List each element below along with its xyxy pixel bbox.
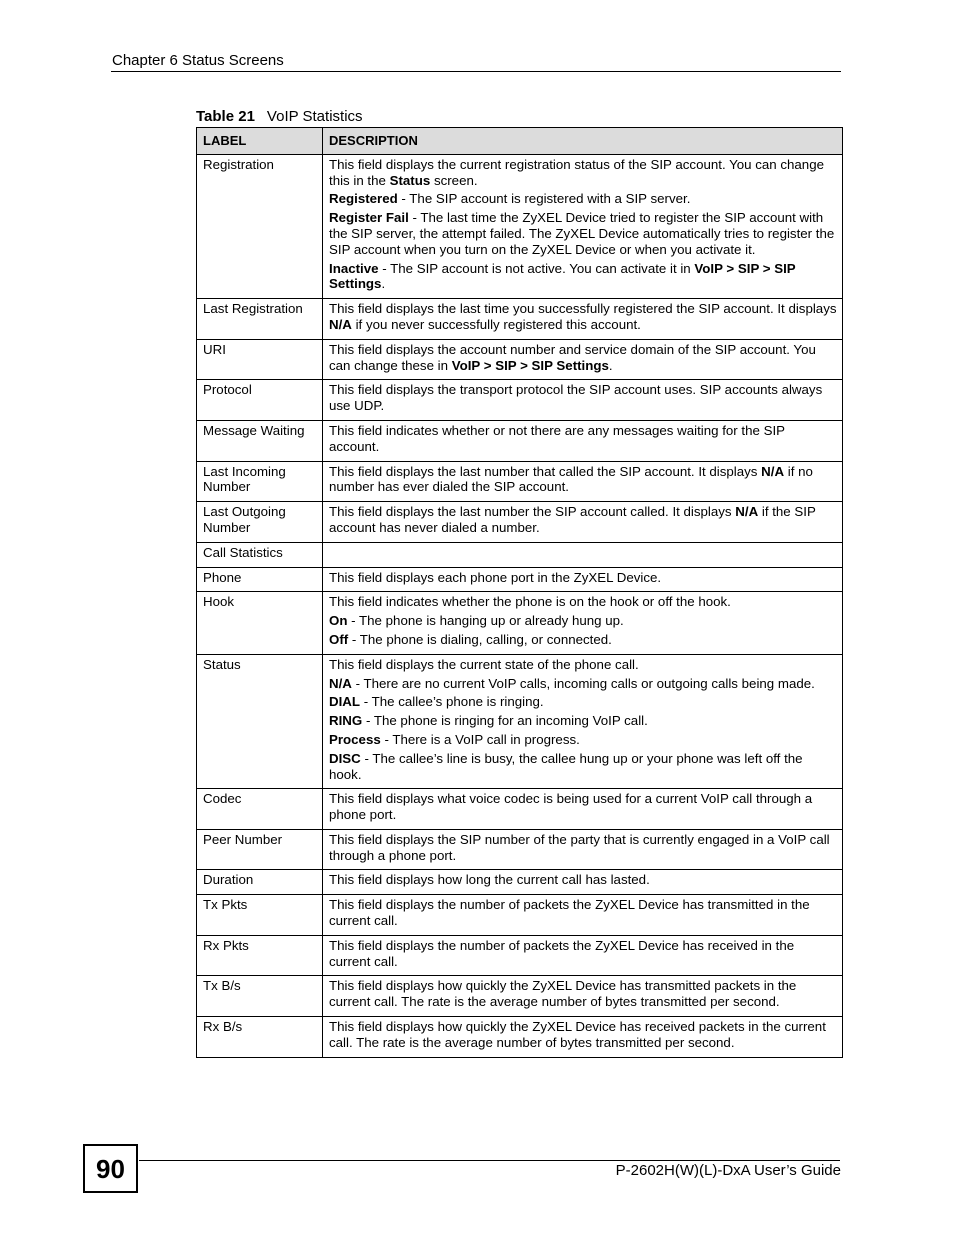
description-paragraph — [329, 210, 837, 257]
row-label: Last Registration — [197, 299, 323, 340]
table-row — [197, 870, 843, 895]
text-segment: - The phone is hanging up or already hung up. — [347, 613, 624, 629]
text-segment: - There is a VoIP call in progress. — [380, 731, 580, 747]
description-paragraph — [329, 897, 837, 929]
table-row — [197, 654, 843, 789]
row-description — [323, 542, 843, 567]
table-row — [197, 592, 843, 654]
row-label: Phone — [197, 567, 323, 592]
table-row — [197, 935, 843, 976]
text-segment: if you never successfully registered this account. — [351, 316, 641, 332]
description-paragraph — [329, 342, 837, 374]
row-label: Peer Number — [197, 829, 323, 870]
guide-title: P-2602H(W)(L)-DxA User’s Guide — [615, 1162, 841, 1179]
text-segment: This field displays the number of packets the ZyXEL Device has transmitted in the current call. — [329, 897, 810, 929]
bold-term: N/A — [735, 504, 759, 520]
row-description — [323, 976, 843, 1017]
row-description — [323, 789, 843, 830]
table-row — [197, 976, 843, 1017]
text-segment: - The SIP account is not active. You can activate it in — [378, 260, 695, 276]
text-segment: This field displays the current state of the phone call. — [329, 656, 639, 672]
bold-term: N/A — [329, 675, 352, 691]
bold-term: Off — [329, 631, 349, 647]
row-description — [323, 461, 843, 502]
bold-term: RING — [329, 713, 363, 729]
description-paragraph — [329, 382, 837, 414]
voip-statistics-table — [196, 127, 843, 1058]
text-segment: This field indicates whether or not there are any messages waiting for the SIP account. — [329, 422, 785, 454]
description-paragraph — [329, 423, 837, 455]
text-segment: - The SIP account is registered with a SIP server. — [397, 191, 691, 207]
bold-term: N/A — [329, 316, 352, 332]
bold-term: On — [329, 613, 348, 629]
description-paragraph — [329, 157, 837, 189]
bold-term: VoIP > SIP > SIP Settings — [329, 260, 796, 292]
text-segment: - The phone is ringing for an incoming VoIP call. — [362, 713, 648, 729]
text-segment: . — [608, 357, 613, 373]
text-segment: - There are no current VoIP calls, incoming calls or outgoing calls being made. — [351, 675, 815, 691]
row-label: Last Outgoing Number — [197, 502, 323, 543]
row-label: URI — [197, 339, 323, 380]
description-paragraph — [329, 1019, 837, 1051]
text-segment: This field displays how long the current call has lasted. — [329, 872, 650, 888]
bold-term: Status — [389, 172, 431, 188]
bold-term: N/A — [761, 463, 785, 479]
column-header-description: DESCRIPTION — [323, 128, 843, 155]
description-paragraph — [329, 261, 837, 293]
page-number: 90 — [83, 1144, 138, 1193]
row-description — [323, 829, 843, 870]
row-label: Duration — [197, 870, 323, 895]
description-paragraph — [329, 978, 837, 1010]
description-paragraph — [329, 191, 837, 207]
table-row — [197, 339, 843, 380]
row-description — [323, 1017, 843, 1058]
row-description — [323, 339, 843, 380]
table-row — [197, 542, 843, 567]
row-label: Status — [197, 654, 323, 789]
row-description — [323, 502, 843, 543]
text-segment: - The callee’s phone is ringing. — [360, 694, 544, 710]
row-label: Protocol — [197, 380, 323, 421]
description-paragraph — [329, 732, 837, 748]
bold-term: Registered — [329, 191, 398, 207]
table-row — [197, 829, 843, 870]
row-description — [323, 154, 843, 298]
table-row — [197, 1017, 843, 1058]
row-label: Registration — [197, 154, 323, 298]
row-description — [323, 654, 843, 789]
table-row — [197, 461, 843, 502]
row-description — [323, 420, 843, 461]
table-caption-number: Table 21 — [196, 108, 255, 125]
text-segment: This field indicates whether the phone is on the hook or off the hook. — [329, 594, 731, 610]
running-header: Chapter 6 Status Screens — [112, 52, 284, 69]
header-rule — [111, 71, 841, 72]
text-segment: if the SIP account has never dialed a number. — [329, 504, 816, 535]
bold-term: VoIP > SIP > SIP Settings — [451, 357, 609, 373]
description-paragraph — [329, 594, 837, 610]
text-segment: . — [381, 276, 386, 292]
text-segment: This field displays the last number that called the SIP account. It displays — [329, 463, 762, 479]
row-label: Tx B/s — [197, 976, 323, 1017]
bold-term: Inactive — [329, 260, 379, 276]
table-caption-title: VoIP Statistics — [266, 108, 363, 125]
table-row — [197, 895, 843, 936]
description-paragraph — [329, 632, 837, 648]
text-segment: This field displays how quickly the ZyXEL Device has received packets in the current call. The rate is the average number of bytes transmitted per second. — [329, 1019, 826, 1050]
description-paragraph — [329, 713, 837, 729]
table-caption — [196, 108, 363, 125]
table-row — [197, 567, 843, 592]
text-segment: - The callee’s line is busy, the callee hung up or your phone was left off the hook. — [329, 750, 803, 782]
text-segment: This field displays what voice codec is being used for a current VoIP call through a phone port. — [329, 791, 813, 823]
description-paragraph — [329, 872, 837, 888]
text-segment: This field displays the number of packets the ZyXEL Device has received in the current call. — [329, 937, 795, 969]
description-paragraph — [329, 570, 837, 586]
description-paragraph — [329, 832, 837, 864]
row-description — [323, 567, 843, 592]
text-segment: - The phone is dialing, calling, or connected. — [348, 631, 612, 647]
row-label: Rx B/s — [197, 1017, 323, 1058]
text-segment: This field displays the SIP number of the party that is currently engaged in a VoIP call through a phone port. — [329, 831, 830, 863]
row-label: Rx Pkts — [197, 935, 323, 976]
row-description — [323, 380, 843, 421]
row-description — [323, 870, 843, 895]
description-paragraph — [329, 301, 837, 333]
bold-term: Process — [329, 731, 381, 747]
text-segment: This field displays the current registration status of the SIP account. You can change this in the — [329, 156, 824, 188]
table-row — [197, 380, 843, 421]
text-segment: This field displays the last time you successfully registered the SIP account. It displays — [329, 301, 837, 317]
column-header-label: LABEL — [197, 128, 323, 155]
row-description — [323, 299, 843, 340]
description-paragraph — [329, 694, 837, 710]
row-label: Hook — [197, 592, 323, 654]
row-label: Message Waiting — [197, 420, 323, 461]
table-row — [197, 502, 843, 543]
bold-term: DISC — [329, 750, 361, 766]
text-segment: This field displays each phone port in the ZyXEL Device. — [329, 569, 662, 585]
description-paragraph — [329, 676, 837, 692]
description-paragraph — [329, 657, 837, 673]
text-segment: if no number has ever dialed the SIP account. — [329, 463, 813, 495]
row-label: Last Incoming Number — [197, 461, 323, 502]
bold-term: Register Fail — [329, 210, 409, 226]
description-paragraph — [329, 504, 837, 536]
row-label: Call Statistics — [197, 542, 323, 567]
table-row — [197, 420, 843, 461]
table-body — [197, 154, 843, 1057]
text-segment: - The last time the ZyXEL Device tried to register the SIP account with the SIP server, the attempt failed. The ZyXEL Device automatically tries to register the SIP account when you turn on the ZyXEL Device or when you activate it. — [329, 210, 835, 257]
row-description — [323, 592, 843, 654]
row-label: Tx Pkts — [197, 895, 323, 936]
table-row — [197, 154, 843, 298]
table-row — [197, 789, 843, 830]
row-description — [323, 935, 843, 976]
row-label: Codec — [197, 789, 323, 830]
text-segment: This field displays the transport protocol the SIP account uses. SIP accounts always use UDP. — [329, 382, 823, 414]
description-paragraph — [329, 464, 837, 496]
footer-rule — [139, 1160, 840, 1161]
text-segment: This field displays the account number and service domain of the SIP account. You can change these in — [329, 341, 816, 373]
description-paragraph — [329, 938, 837, 970]
text-segment: This field displays how quickly the ZyXEL Device has transmitted packets in the current call. The rate is the average number of bytes transmitted per second. — [329, 978, 797, 1010]
bold-term: DIAL — [329, 694, 361, 710]
description-paragraph — [329, 791, 837, 823]
table-row — [197, 299, 843, 340]
row-description — [323, 895, 843, 936]
description-paragraph — [329, 751, 837, 783]
text-segment: This field displays the last number the SIP account called. It displays — [329, 504, 736, 520]
description-paragraph — [329, 613, 837, 629]
table-header-row — [197, 128, 843, 155]
text-segment: screen. — [430, 172, 478, 188]
